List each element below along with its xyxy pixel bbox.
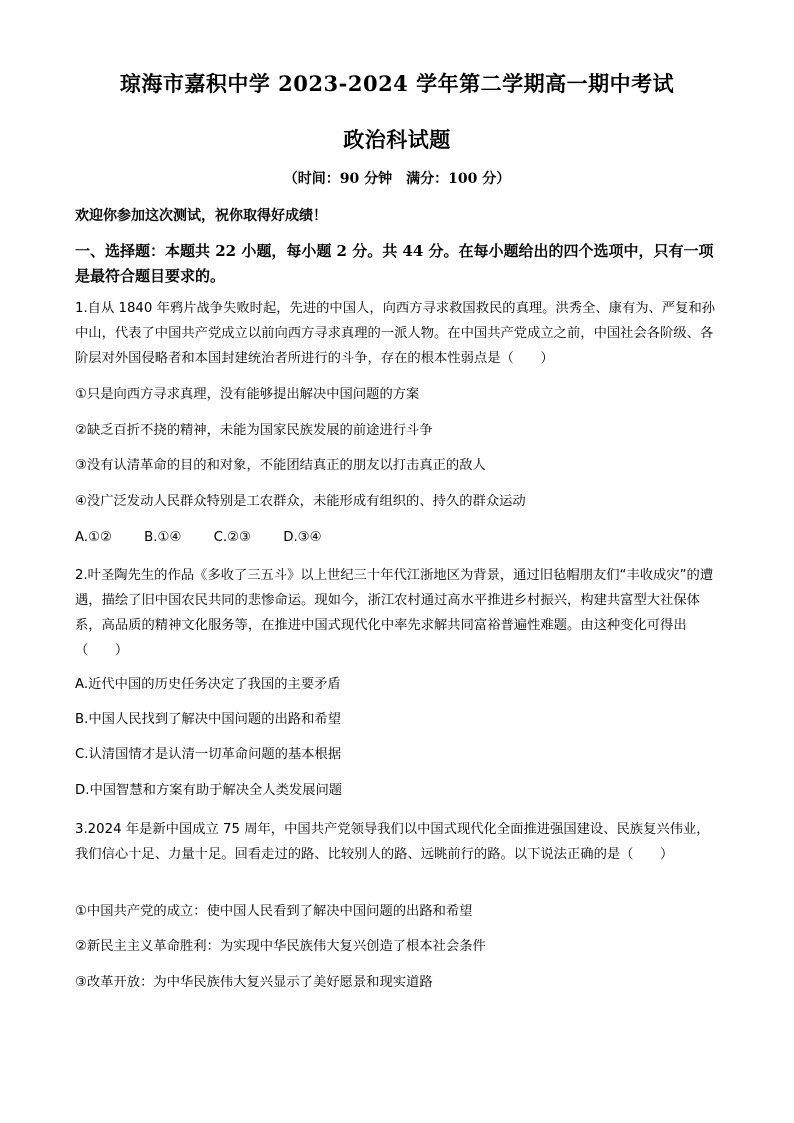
question-1-choices xyxy=(75,528,720,548)
question-3-item-2: ②新民主主义革命胜利：为实现中华民族伟大复兴创造了根本社会条件 xyxy=(75,939,486,954)
choice-d: D.③④ xyxy=(283,530,322,545)
question-3-item-3: ③改革开放：为中华民族伟大复兴显示了美好愿景和现实道路 xyxy=(75,975,433,990)
welcome-text: 欢迎你参加这次测试，祝你取得好成绩！ xyxy=(75,208,327,224)
question-2-option-b: B.中国人民找到了解决中国问题的出路和希望 xyxy=(75,712,341,727)
exam-title: 琼海市嘉积中学 2023-2024 学年第二学期高一期中考试 xyxy=(119,71,675,96)
question-2-option-a: A.近代中国的历史任务决定了我国的主要矛盾 xyxy=(75,677,341,692)
question-1-item-2: ②缺乏百折不挠的精神，未能为国家民族发展的前途进行斗争 xyxy=(75,423,433,438)
question-1-item-3: ③没有认清革命的目的和对象，不能团结真正的朋友以打击真正的敌人 xyxy=(75,458,486,473)
question-1-item-4: ④没广泛发动人民群众特别是工农群众，未能形成有组织的、持久的群众运动 xyxy=(75,494,526,509)
choice-b: B.①④ xyxy=(144,530,182,545)
question-3-item-1: ①中国共产党的成立：使中国人民看到了解决中国问题的出路和希望 xyxy=(75,904,473,919)
question-2-stem: 2.叶圣陶先生的作品《多收了三五斗》以上世纪三十年代江浙地区为背景，通过旧毡帽朋友们“丰收成灾”的遭遇，描绘了旧中国农民共同的悲惨命运。现如今，浙江农村通过高水平推进乡村振兴，构建共富型大社保体系，高品质的精神文化服务等，在推进中国式现代化中率先求解共同富裕普遍性难题。由这种变化可得出（ ） xyxy=(75,568,714,658)
question-3-stem: 3.2024 年是新中国成立 75 周年，中国共产党领导我们以中国式现代化全面推进强国建设、民族复兴伟业，我们信心十足、力量十足。回看走过的路、比较别人的路、远眺前行的路。以下说法正确的是（ ） xyxy=(75,822,710,862)
choice-a: A.①② xyxy=(75,530,112,545)
question-2-option-c: C.认清国情才是认清一切革命问题的基本根据 xyxy=(75,747,342,762)
question-2-option-d: D.中国智慧和方案有助于解决全人类发展问题 xyxy=(75,783,343,798)
section-heading: 一、选择题：本题共 22 小题，每小题 2 分。共 44 分。在每小题给出的四个选项中，只有一项是最符合题目要求的。 xyxy=(75,242,714,285)
choice-c: C.②③ xyxy=(213,530,251,545)
time-info: （时间：90 分钟 满分：100 分） xyxy=(283,171,511,187)
subject-title: 政治科试题 xyxy=(343,127,451,152)
question-1-stem: 1.自从 1840 年鸦片战争失败时起，先进的中国人，向西方寻求救国救民的真理。洪秀全、康有为、严复和孙中山，代表了中国共产党成立以前向西方寻求真理的一派人物。在中国共产党成立之前，中国社会各阶级、各阶层对外国侵略者和本国封建统治者所进行的斗争，存在的根本性弱点是（ ） xyxy=(75,301,716,366)
question-1-item-1: ①只是向西方寻求真理，没有能够提出解决中国问题的方案 xyxy=(75,387,420,402)
